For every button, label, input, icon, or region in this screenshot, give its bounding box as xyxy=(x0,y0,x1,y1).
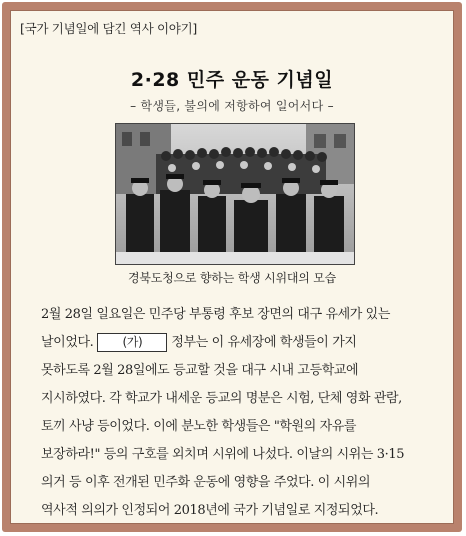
article-title: 2·28 민주 운동 기념일 xyxy=(130,69,334,91)
article-panel xyxy=(10,10,454,524)
card-frame xyxy=(2,2,462,532)
body-line-text: 정부는 이 유세장에 학생들이 가지 xyxy=(171,335,357,350)
body-line xyxy=(41,329,433,357)
body-line-text: 날이었다. xyxy=(41,335,94,350)
body-line: 지시하였다. 각 학교가 내세운 등교의 명분은 시험, 단체 영화 관람, xyxy=(41,391,402,406)
article-body xyxy=(41,301,433,525)
body-line: 못하도록 2월 28일에도 등교할 것을 대구 시내 고등학교에 xyxy=(41,363,359,378)
blank-ga-box: (가) xyxy=(97,333,167,352)
photo-caption: 경북도청으로 향하는 학생 시위대의 모습 xyxy=(127,271,337,285)
body-line: 토끼 사냥 등이었다. 이에 분노한 학생들은 "학원의 자유를 xyxy=(41,419,357,434)
body-line: 보장하라!" 등의 구호를 외치며 시위에 나섰다. 이날의 시위는 3·15 xyxy=(41,447,405,462)
protest-photo xyxy=(115,123,355,265)
body-line: 의거 등 이후 전개된 민주화 운동에 영향을 주었다. 이 시위의 xyxy=(41,475,371,490)
series-tag: [국가 기념일에 담긴 역사 이야기] xyxy=(20,21,197,36)
body-line: 2월 28일 일요일은 민주당 부통령 후보 장면의 대구 유세가 있는 xyxy=(41,307,390,322)
article-subtitle: – 학생들, 불의에 저항하여 일어서다 – xyxy=(130,99,334,113)
body-line: 역사적 의의가 인정되어 2018년에 국가 기념일로 지정되었다. xyxy=(41,503,379,518)
